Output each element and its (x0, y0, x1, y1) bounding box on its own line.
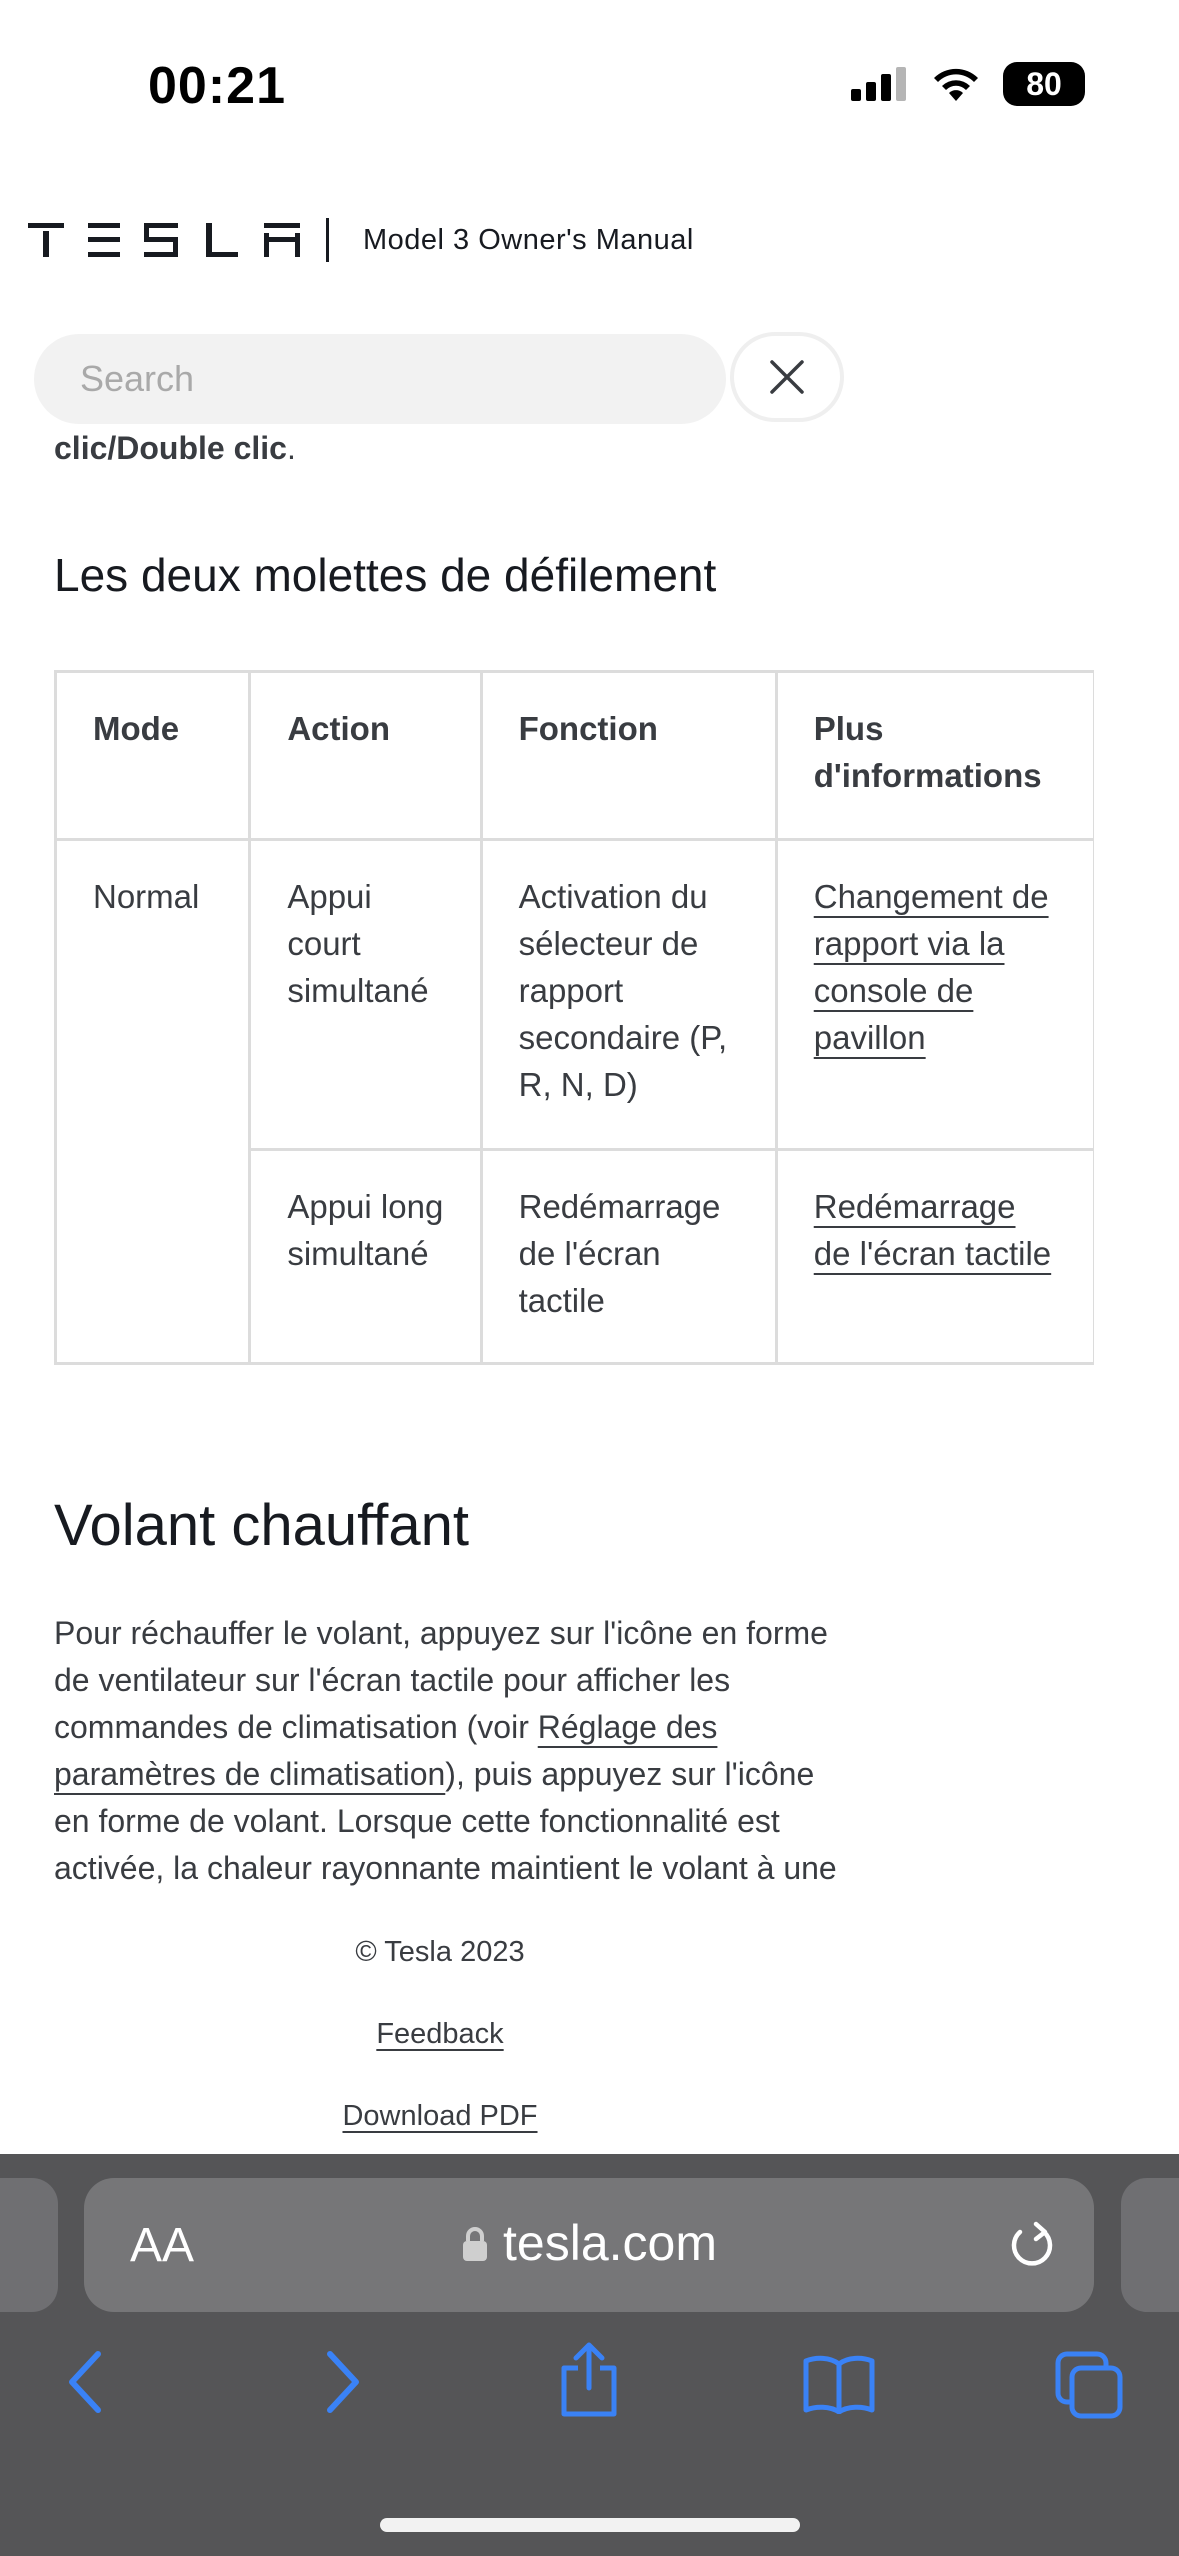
battery-level: 80 (1026, 65, 1062, 102)
status-icons (851, 62, 1079, 106)
info-cell (776, 840, 1094, 1150)
text-size-label: AA (130, 2219, 195, 2272)
browser-bottom-bar (0, 2154, 1179, 2556)
forward-button[interactable] (320, 2350, 364, 2419)
previous-tab-preview[interactable] (0, 2178, 58, 2312)
header-divider (326, 218, 329, 262)
function-cell: Activation du sélecteur de rapport secondaire (P, R, N, D) (481, 840, 776, 1150)
wifi-icon (931, 66, 981, 102)
table-header-row (56, 672, 1095, 840)
download-pdf-wrap (0, 2100, 880, 2133)
reload-icon (1008, 2218, 1056, 2270)
scroll-wheel-table (54, 670, 1094, 1365)
feedback-link-wrap (0, 2018, 880, 2051)
paragraph-text: ), puis appuyez sur l'icône en forme de volant. Lorsque cette fonctionnalité est activée, la chaleur rayonnante maintient le volant à une (54, 1756, 837, 1886)
home-indicator[interactable] (380, 2518, 800, 2532)
back-button[interactable] (64, 2350, 108, 2419)
search-close-button[interactable] (730, 332, 844, 422)
address-bar[interactable] (84, 2178, 1094, 2312)
column-header: Action (250, 672, 481, 840)
chevron-left-icon (64, 2350, 108, 2414)
function-cell: Redémarrage de l'écran tactile (481, 1150, 776, 1364)
info-cell (776, 1150, 1094, 1364)
mode-cell: Normal (56, 840, 250, 1364)
section-title: Les deux molettes de défilement (54, 549, 717, 601)
url-display[interactable] (84, 2214, 1094, 2272)
search-input[interactable]: Search (34, 334, 726, 424)
manual-content (54, 430, 1094, 1920)
lock-icon (461, 2226, 489, 2262)
table-row (56, 840, 1095, 1150)
tabs-button[interactable] (1054, 2350, 1124, 2425)
truncated-text (54, 430, 296, 467)
tabs-icon (1054, 2350, 1124, 2420)
column-header: Fonction (481, 672, 776, 840)
status-time: 00:21 (148, 57, 286, 115)
climate-settings-link[interactable]: Réglage des paramètres de climatisation (54, 1709, 718, 1792)
bookmarks-button[interactable] (802, 2354, 876, 2419)
close-icon (770, 360, 804, 394)
tesla-logo[interactable] (28, 223, 300, 257)
share-icon (558, 2342, 620, 2418)
download-pdf-link[interactable]: Download PDF (342, 2100, 538, 2132)
reload-button[interactable] (1008, 2218, 1056, 2275)
book-icon (802, 2354, 876, 2414)
feedback-link[interactable]: Feedback (376, 2018, 504, 2050)
heated-steering-heading: Volant chauffant (54, 1493, 469, 1558)
manual-title[interactable]: Model 3 Owner's Manual (363, 223, 694, 256)
gear-shift-overhead-console-link[interactable]: Changement de rapport via la console de pavillon (813, 878, 1049, 1056)
share-button[interactable] (558, 2342, 620, 2423)
battery-indicator (1003, 62, 1085, 106)
heated-steering-paragraph (54, 1610, 844, 1892)
paragraph-text: Pour réchauffer le volant, appuyez sur l'icône en forme de ventilateur sur l'écran tactile pour afficher les commandes de climatisation (voir (54, 1615, 828, 1745)
next-tab-preview[interactable] (1121, 2178, 1179, 2312)
restart-touchscreen-link[interactable]: Redémarrage de l'écran tactile (813, 1188, 1052, 1272)
action-cell: Appui long simultané (250, 1150, 481, 1364)
column-header: Plus d'informations (776, 672, 1094, 840)
url-text: tesla.com (503, 2215, 717, 2271)
cellular-signal-icon (851, 67, 909, 101)
copyright: © Tesla 2023 (355, 1936, 525, 1968)
site-header (28, 218, 694, 262)
truncated-period: . (286, 430, 296, 466)
action-cell: Appui court simultané (250, 840, 481, 1150)
column-header: Mode (56, 672, 250, 840)
chevron-right-icon (320, 2350, 364, 2414)
truncated-bold-text: clic/Double clic (54, 430, 287, 466)
